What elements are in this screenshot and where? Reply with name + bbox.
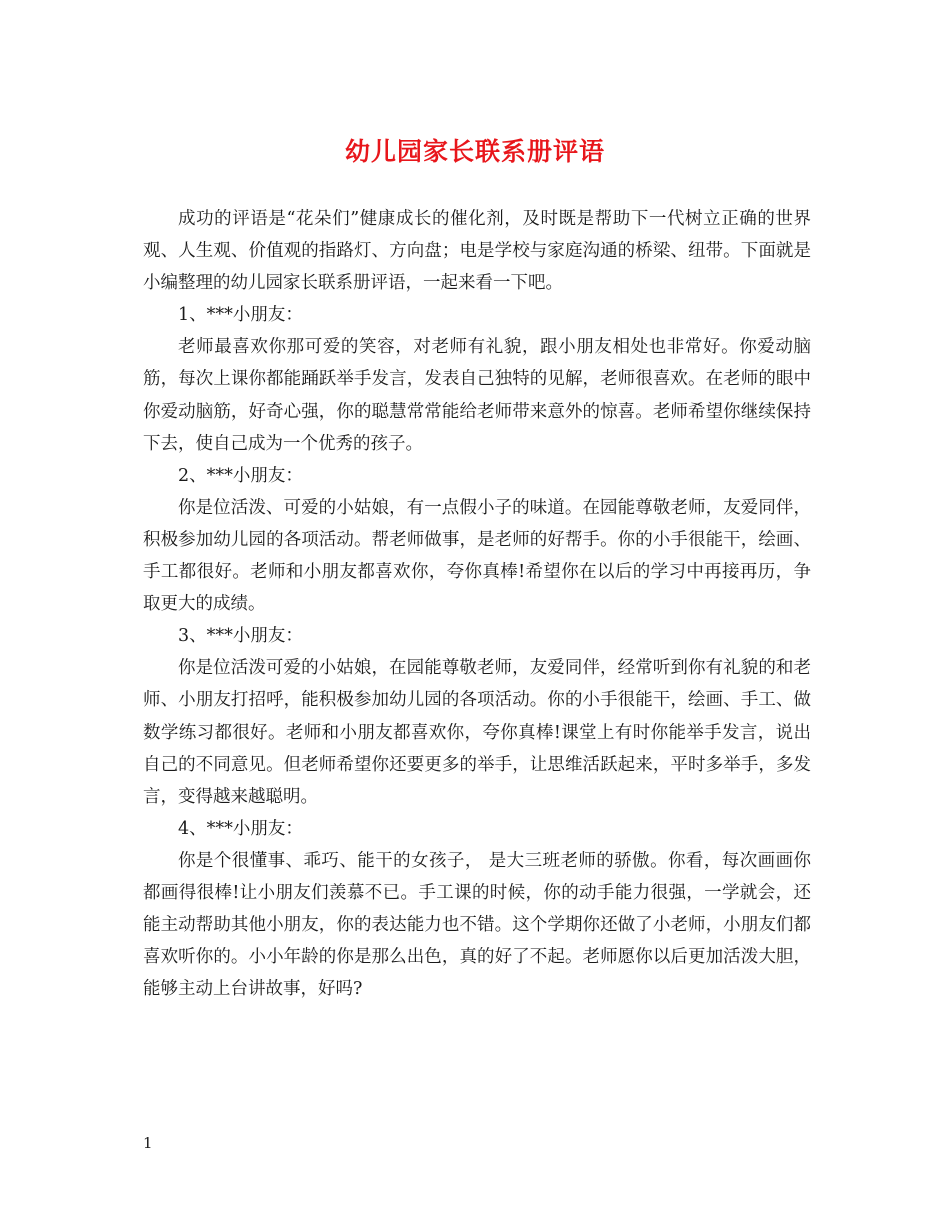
section-heading-3: 3、***小朋友： <box>178 626 303 647</box>
document-body <box>143 203 811 1005</box>
section-heading-2: 2、***小朋友： <box>178 465 303 486</box>
section-paragraph-4: 你是个很懂事、乖巧、能干的女孩子， 是大三班老师的骄傲。你看，每次画画你都画得很棒!让小朋友们羡慕不已。手工课的时候，你的动手能力很强，一学就会，还能主动帮助其他小朋友，你的表达能力也不错。这个学期你还做了小老师，小朋友们都喜欢听你的。小小年龄的你是那么出色，真的好了不起。老师愿你以后更加活泼大胆，能够主动上台讲故事，好吗? <box>143 850 811 1000</box>
page-number: 1 <box>143 1134 153 1152</box>
section-heading-4: 4、***小朋友： <box>178 818 303 839</box>
section-heading-1: 1、***小朋友： <box>178 305 303 326</box>
intro-paragraph: 成功的评语是“花朵们”健康成长的催化剂，及时既是帮助下一代树立正确的世界观、人生观、价值观的指路灯、方向盘；电是学校与家庭沟通的桥梁、纽带。下面就是小编整理的幼儿园家长联系册评语，一起来看一下吧。 <box>143 209 811 294</box>
section-paragraph-2: 你是位活泼、可爱的小姑娘，有一点假小子的味道。在园能尊敬老师，友爱同伴，积极参加幼儿园的各项活动。帮老师做事，是老师的好帮手。你的小手很能干，绘画、手工都很好。老师和小朋友都喜欢你，夸你真棒!希望你在以后的学习中再接再历，争取更大的成绩。 <box>143 497 811 615</box>
document-title: 幼儿园家长联系册评语 <box>344 137 605 166</box>
section-paragraph-3: 你是位活泼可爱的小姑娘，在园能尊敬老师，友爱同伴，经常听到你有礼貌的和老师、小朋友打招呼，能积极参加幼儿园的各项活动。你的小手很能干，绘画、手工、做数学练习都很好。老师和小朋友都喜欢你，夸你真棒!课堂上有时你能举手发言，说出自己的不同意见。但老师希望你还要更多的举手，让思维活跃起来，平时多举手，多发言，变得越来越聪明。 <box>143 658 811 807</box>
section-paragraph-1: 老师最喜欢你那可爱的笑容，对老师有礼貌，跟小朋友相处也非常好。你爱动脑筋，每次上课你都能踊跃举手发言，发表自己独特的见解，老师很喜欢。在老师的眼中你爱动脑筋，好奇心强，你的聪慧常常能给老师带来意外的惊喜。老师希望你继续保持下去，使自己成为一个优秀的孩子。 <box>143 337 811 454</box>
